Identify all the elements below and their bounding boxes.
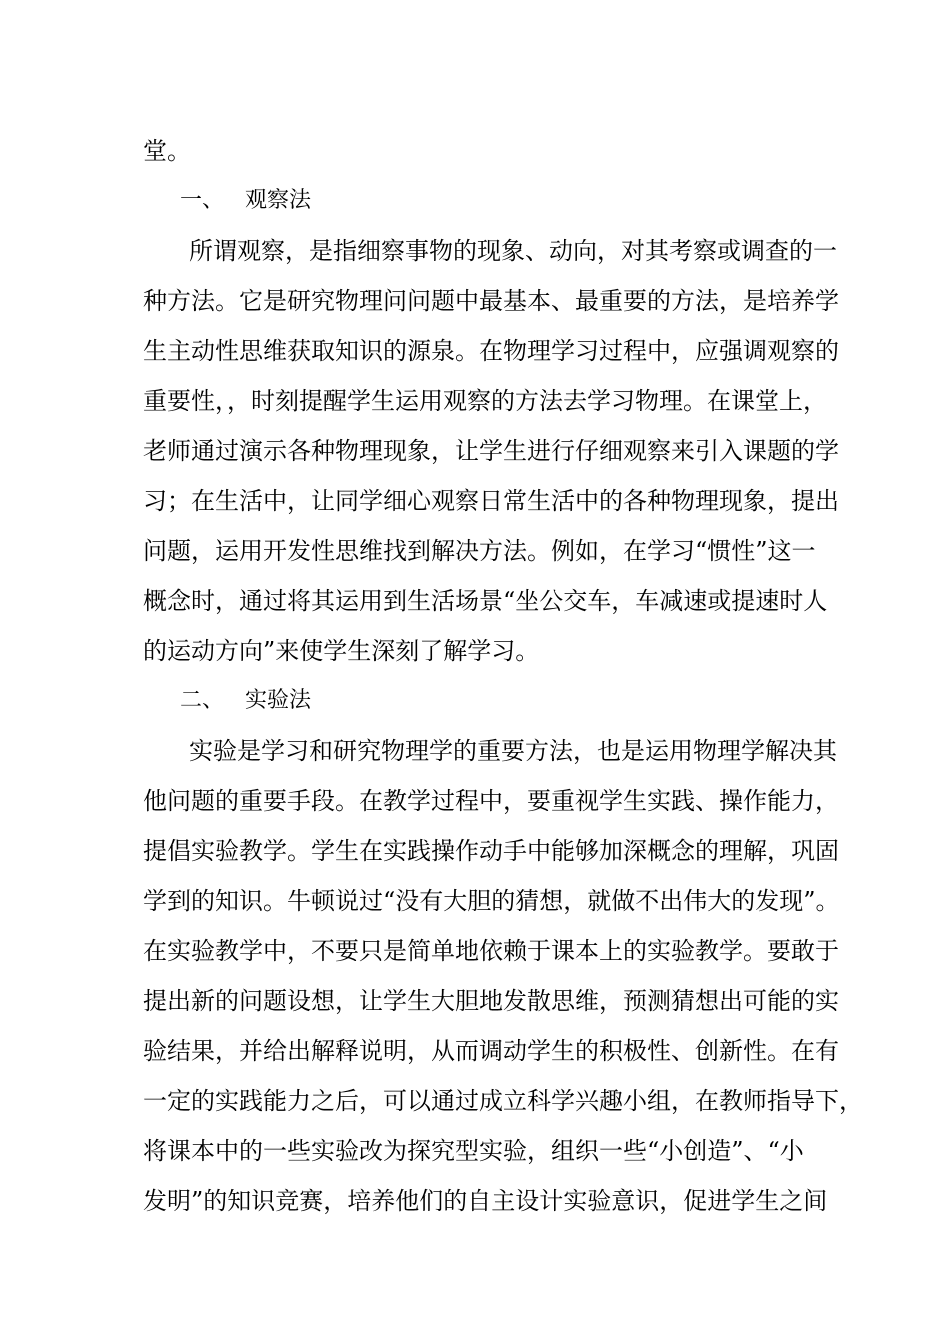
paragraph-line: 验结果，并给出解释说明，从而调动学生的积极性、创新性。在有	[143, 1037, 839, 1065]
paragraph-line: 所谓观察，是指细察事物的现象、动向，对其考察或调查的一	[189, 237, 837, 265]
paragraph-line: 老师通过演示各种物理现象，让学生进行仔细观察来引入课题的学	[143, 437, 839, 465]
paragraph-line: 习；在生活中，让同学细心观察日常生活中的各种物理现象，提出	[143, 487, 839, 515]
paragraph-line: 种方法。它是研究物理问问题中最基本、最重要的方法，是培养学	[143, 287, 839, 315]
paragraph-line: 提出新的问题设想，让学生大胆地发散思维，预测猜想出可能的实	[143, 987, 839, 1015]
paragraph-line: 概念时，通过将其运用到生活场景“坐公交车，车减速或提速时人	[143, 587, 828, 615]
paragraph-line: 发明”的知识竞赛，培养他们的自主设计实验意识，促进学生之间	[143, 1187, 828, 1215]
paragraph-line: 实验是学习和研究物理学的重要方法，也是运用物理学解决其	[189, 737, 837, 765]
paragraph-line: 一定的实践能力之后，可以通过成立科学兴趣小组，在教师指导下，	[143, 1087, 863, 1115]
paragraph-line: 重要性，，时刻提醒学生运用观察的方法去学习物理。在课堂上，	[143, 387, 827, 415]
section-1-number: 一、	[180, 188, 225, 213]
section-2-number: 二、	[180, 688, 225, 713]
paragraph-line: 他问题的重要手段。在教学过程中，要重视学生实践、操作能力，	[143, 787, 839, 815]
section-1-title: 观察法	[245, 188, 312, 213]
paragraph-line: 生主动性思维获取知识的源泉。在物理学习过程中，应强调观察的	[143, 337, 839, 365]
paragraph-line: 提倡实验教学。学生在实践操作动手中能够加深概念的理解，巩固	[143, 837, 839, 865]
paragraph-line: 将课本中的一些实验改为探究型实验，组织一些“小创造”、“小	[143, 1137, 804, 1165]
paragraph-line: 学到的知识。牛顿说过“没有大胆的猜想，就做不出伟大的发现”。	[143, 887, 840, 915]
section-2-title: 实验法	[245, 688, 312, 713]
carryover-line: 堂。	[143, 137, 191, 165]
paragraph-line: 问题，运用开发性思维找到解决方法。例如，在学习“惯性”这一	[143, 537, 816, 565]
paragraph-line: 在实验教学中，不要只是简单地依赖于课本上的实验教学。要敢于	[143, 937, 839, 965]
paragraph-line: 的运动方向”来使学生深刻了解学习。	[143, 637, 540, 665]
